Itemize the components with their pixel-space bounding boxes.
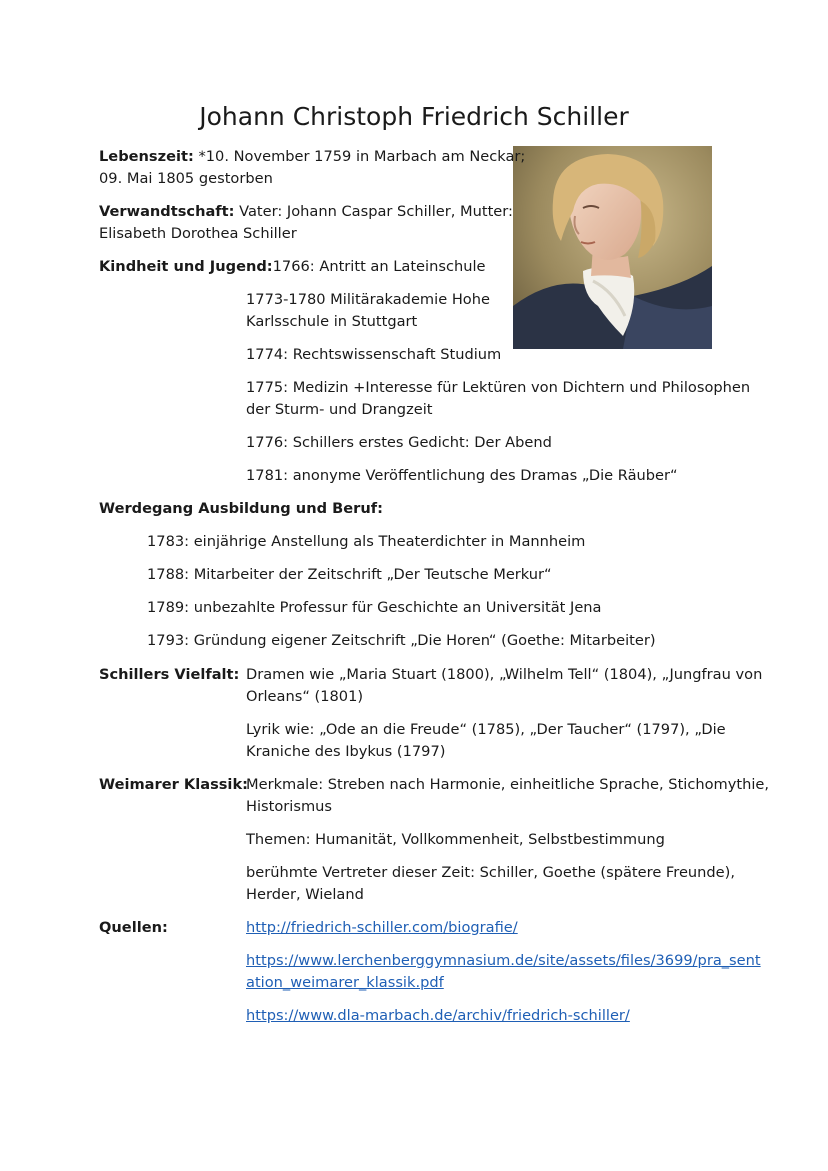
vielfalt-lyrik — [246, 719, 726, 763]
verwandtschaft-section — [99, 201, 513, 245]
klassik-merkmale-line2: Historismus — [246, 798, 333, 815]
klassik-label: Weimarer Klassik: — [99, 776, 248, 793]
verwandtschaft-label: Verwandtschaft: — [99, 203, 235, 220]
quellen-link-3-wrap — [246, 1005, 630, 1027]
source-link-2-line1[interactable]: https://www.lerchenberggymnasium.de/site/assets/files/3699/pra_sent — [246, 952, 761, 969]
vielfalt-dramen — [246, 664, 762, 708]
werdegang-entry-1793: 1793: Gründung eigener Zeitschrift „Die Horen“ (Goethe: Mitarbeiter) — [147, 632, 656, 649]
portrait-image — [513, 146, 712, 349]
werdegang-entry-1783: 1783: einjährige Anstellung als Theaterdichter in Mannheim — [147, 533, 586, 550]
kindheit-entry-1773-line1: 1773-1780 Militärakademie Hohe — [246, 291, 490, 308]
klassik-themen: Themen: Humanität, Vollkommenheit, Selbstbestimmung — [246, 831, 665, 848]
kindheit-label: Kindheit und Jugend: — [99, 258, 273, 275]
source-link-3[interactable]: https://www.dla-marbach.de/archiv/friedrich-schiller/ — [246, 1007, 630, 1024]
kindheit-entry-1776: 1776: Schillers erstes Gedicht: Der Abend — [246, 434, 552, 451]
kindheit-entry-1775 — [246, 377, 750, 421]
lebenszeit-section — [99, 146, 525, 190]
vielfalt-dramen-line2: Orleans“ (1801) — [246, 688, 364, 705]
source-link-2-line2[interactable]: ation_weimarer_klassik.pdf — [246, 974, 444, 991]
werdegang-entry-1789: 1789: unbezahlte Professur für Geschichte an Universität Jena — [147, 599, 602, 616]
klassik-merkmale — [246, 774, 769, 818]
klassik-vertreter-line1: berühmte Vertreter dieser Zeit: Schiller, Goethe (spätere Freunde), — [246, 864, 735, 881]
vielfalt-lyrik-line1: Lyrik wie: „Ode an die Freude“ (1785), „Der Taucher“ (1797), „Die — [246, 721, 726, 738]
schiller-portrait — [513, 146, 712, 349]
kindheit-entry-1781: 1781: anonyme Veröffentlichung des Dramas „Die Räuber“ — [246, 467, 678, 484]
kindheit-entry-1773-line2: Karlsschule in Stuttgart — [246, 313, 418, 330]
klassik-merkmale-line1: Merkmale: Streben nach Harmonie, einheitliche Sprache, Stichomythie, — [246, 776, 770, 793]
kindheit-entry-1766: 1766: Antritt an Lateinschule — [272, 258, 486, 275]
quellen-label: Quellen: — [99, 919, 168, 936]
kindheit-entry-1775-line1: 1775: Medizin +Interesse für Lektüren von Dichtern und Philosophen — [246, 379, 751, 396]
vielfalt-lyrik-line2: Kraniche des Ibykus (1797) — [246, 743, 446, 760]
verwandtschaft-line2: Elisabeth Dorothea Schiller — [99, 225, 297, 242]
klassik-vertreter-line2: Herder, Wieland — [246, 886, 364, 903]
lebenszeit-line2: 09. Mai 1805 gestorben — [99, 170, 273, 187]
vielfalt-label: Schillers Vielfalt: — [99, 666, 240, 683]
source-link-1[interactable]: http://friedrich-schiller.com/biografie/ — [246, 919, 518, 936]
kindheit-entry-1773 — [246, 289, 490, 333]
quellen-link-2-wrap — [246, 950, 761, 994]
quellen-link-1-wrap — [246, 917, 518, 939]
lebenszeit-label: Lebenszeit: — [99, 148, 194, 165]
klassik-vertreter — [246, 862, 735, 906]
kindheit-entry-1775-line2: der Sturm- und Drangzeit — [246, 401, 433, 418]
werdegang-entry-1788: 1788: Mitarbeiter der Zeitschrift „Der Teutsche Merkur“ — [147, 566, 552, 583]
vielfalt-dramen-line1: Dramen wie „Maria Stuart (1800), „Wilhelm Tell“ (1804), „Jungfrau von — [246, 666, 763, 683]
verwandtschaft-line1: Vater: Johann Caspar Schiller, Mutter: — [234, 203, 513, 220]
page-title: Johann Christoph Friedrich Schiller — [199, 102, 629, 131]
werdegang-label: Werdegang Ausbildung und Beruf: — [99, 500, 383, 517]
kindheit-first-line — [99, 256, 486, 278]
lebenszeit-line1: *10. November 1759 in Marbach am Neckar; — [193, 148, 526, 165]
kindheit-entry-1774: 1774: Rechtswissenschaft Studium — [246, 346, 502, 363]
